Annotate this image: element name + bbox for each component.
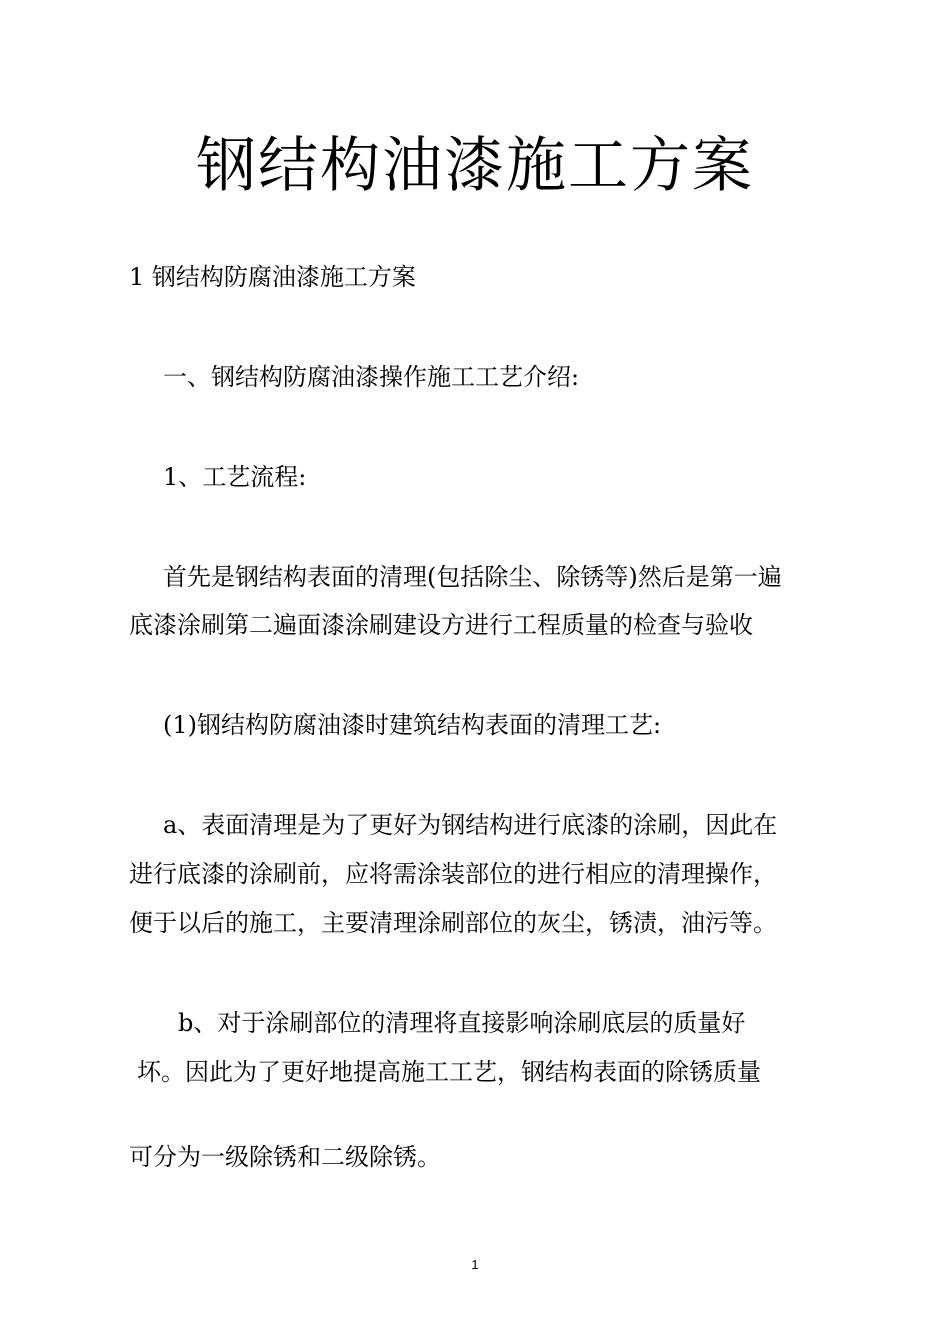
paragraph-line: 便于以后的施工，主要清理涂刷部位的灰尘，锈渍，油污等。 [129,909,777,937]
subsection-heading: 一、钢结构防腐油漆操作施工工艺介绍: [163,363,580,391]
paragraph-line: 可分为一级除锈和二级除锈。 [129,1143,441,1171]
paragraph-line: 底漆涂刷第二遍面漆涂刷建设方进行工程质量的检查与验收 [129,611,753,639]
document-title: 钢结构油漆施工方案 [196,131,754,201]
page-number: 1 [471,1257,479,1272]
process-heading: 1、工艺流程: [163,463,307,491]
paragraph-line: b、对于涂刷部位的清理将直接影响涂刷底层的质量好 [178,1009,746,1037]
paragraph-line: a、表面清理是为了更好为钢结构进行底漆的涂刷，因此在 [163,811,778,839]
section-heading: 1 钢结构防腐油漆施工方案 [129,263,416,291]
paragraph-line: 首先是钢结构表面的清理(包括除尘、除锈等)然后是第一遍 [163,563,782,591]
paragraph-line: 进行底漆的涂刷前，应将需涂装部位的进行相应的清理操作， [129,860,777,888]
step-heading: (1)钢结构防腐油漆时建筑结构表面的清理工艺: [163,711,662,739]
paragraph-line: 坏。因此为了更好地提高施工工艺，钢结构表面的除锈质量 [137,1058,761,1086]
